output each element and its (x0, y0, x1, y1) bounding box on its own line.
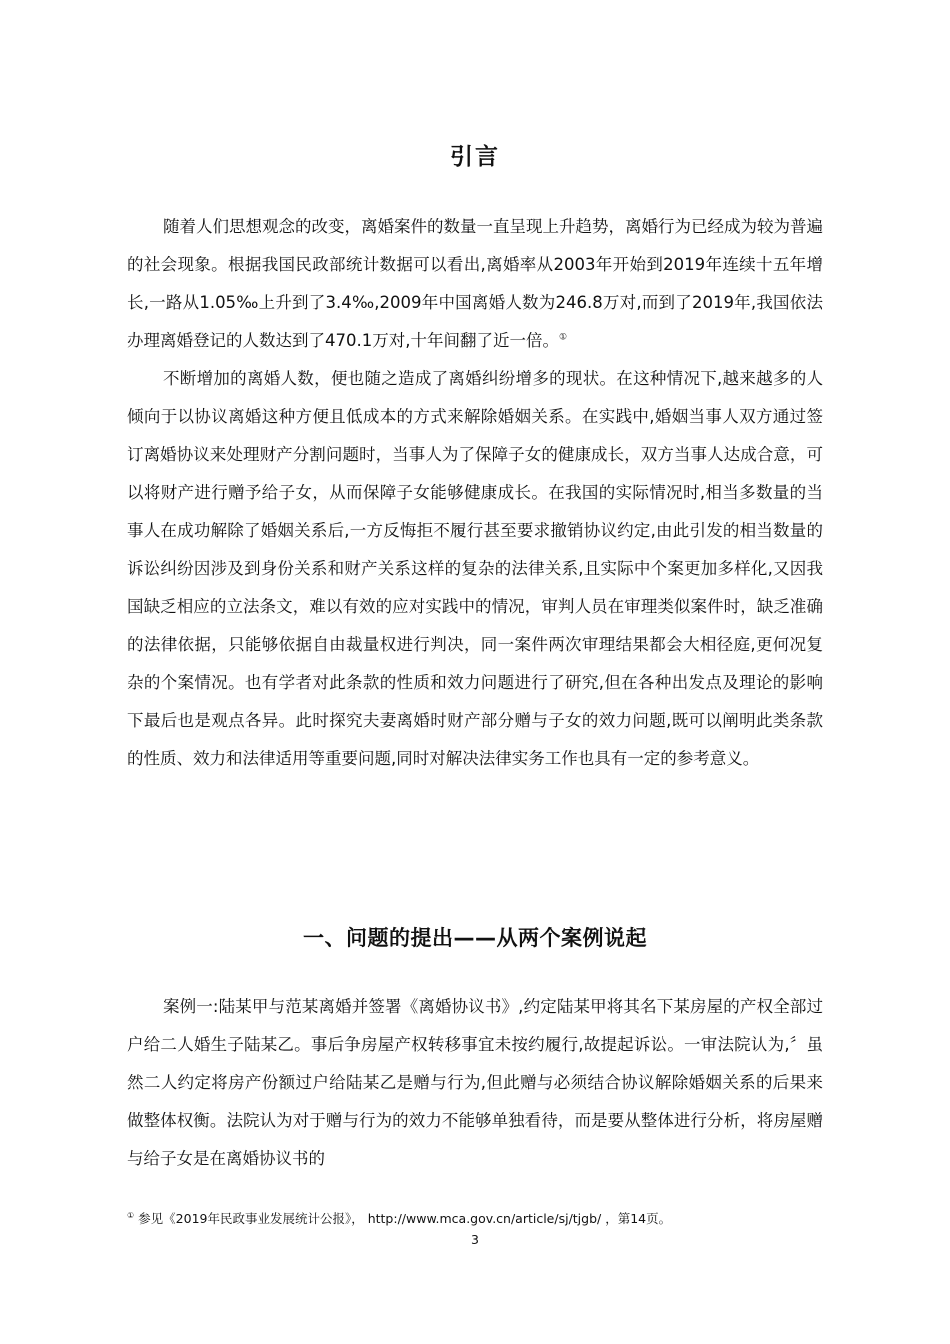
intro-body (127, 208, 823, 778)
intro-paragraph-1-text: 随着人们思想观念的改变，离婚案件的数量一直呈现上升趋势，离婚行为已经成为较为普遍的社会现象。根据我国民政部统计数据可以看出,离婚率从2003年开始到2019年连续十五年增长,一路从1.05‰上升到了3.4‰,2009年中国离婚人数为246.8万对,而到了2019年,我国依法办理离婚登记的人数达到了470.1万对,十年间翻了近一倍。 (127, 217, 823, 350)
intro-heading: 引言 (450, 144, 500, 170)
page-number: 3 (471, 1232, 479, 1247)
footnote-marker: ① (127, 1210, 135, 1220)
footnote (127, 1210, 827, 1228)
section-1-heading: 一、问题的提出——从两个案例说起 (303, 926, 647, 950)
footnote-text: 参见《2019年民政事业发展统计公报》， http://www.mca.gov.cn/article/sj/tjgb/ ，第14页。 (138, 1211, 672, 1226)
section-1-paragraph: 案例一:陆某甲与范某离婚并签署《离婚协议书》,约定陆某甲将其名下某房屋的产权全部过户给二人婚生子陆某乙。事后争房屋产权转移事宜未按约履行,故提起诉讼。一审法院认为,〞虽然二人约定将房产份额过户给陆某乙是赠与行为,但此赠与必须结合协议解除婚姻关系的后果来做整体权衡。法院认为对于赠与行为的效力不能够单独看待，而是要从整体进行分析，将房屋赠与给子女是在离婚协议书的 (127, 997, 823, 1168)
footnote-reference[interactable]: ① (558, 332, 568, 343)
section-1-body (127, 988, 823, 1178)
intro-paragraph-2: 不断增加的离婚人数，便也随之造成了离婚纠纷增多的现状。在这种情况下,越来越多的人倾向于以协议离婚这种方便且低成本的方式来解除婚姻关系。在实践中,婚姻当事人双方通过签订离婚协议来处理财产分割问题时，当事人为了保障子女的健康成长，双方当事人达成合意，可以将财产进行赠予给子女，从而保障子女能够健康成长。在我国的实际情况时,相当多数量的当事人在成功解除了婚姻关系后,一方反悔拒不履行甚至要求撤销协议约定,由此引发的相当数量的诉讼纠纷因涉及到身份关系和财产关系这样的复杂的法律关系,且实际中个案更加多样化,又因我国缺乏相应的立法条文，难以有效的应对实践中的情况，审判人员在审理类似案件时，缺乏准确的法律依据，只能够依据自由裁量权进行判决，同一案件两次审理结果都会大相径庭,更何况复杂的个案情况。也有学者对此条款的性质和效力问题进行了研究,但在各种出发点及理论的影响下最后也是观点各异。此时探究夫妻离婚时财产部分赠与子女的效力问题,既可以阐明此类条款的性质、效力和法律适用等重要问题,同时对解决法律实务工作也具有一定的参考意义。 (127, 369, 823, 768)
intro-paragraph-1 (127, 208, 823, 360)
